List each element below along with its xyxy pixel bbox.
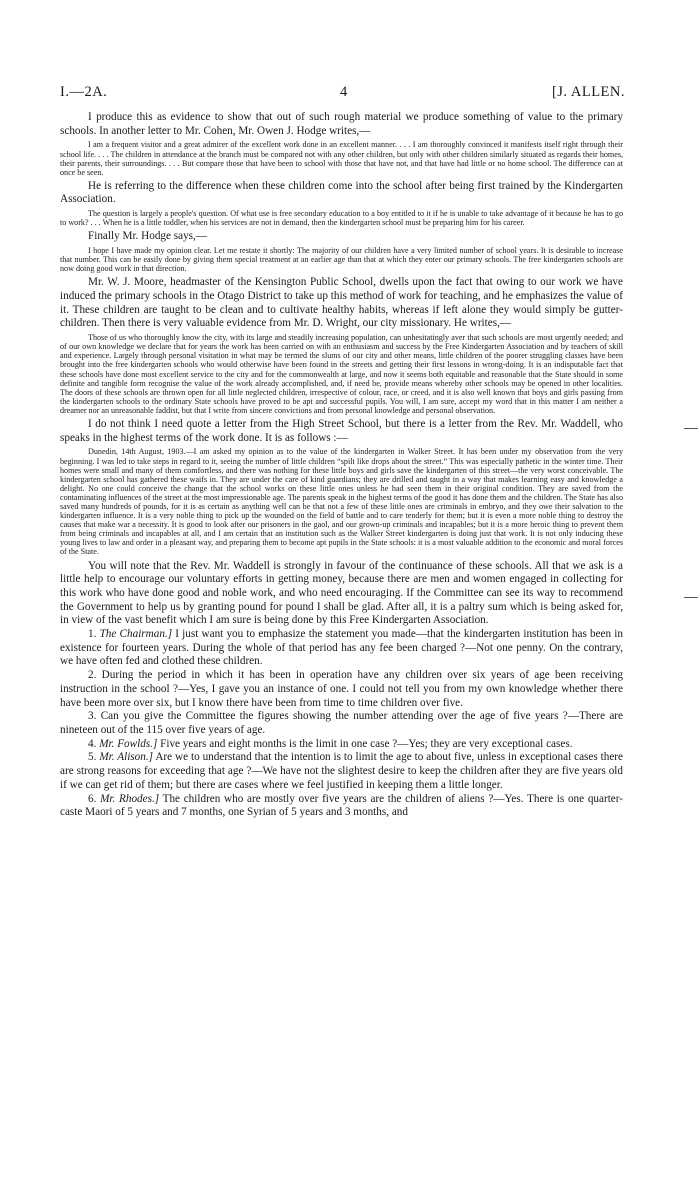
speaker: Mr. Rhodes.]	[100, 792, 160, 805]
question-answer	[60, 628, 623, 669]
document-reference: I.—2A.	[60, 84, 108, 100]
body-paragraph: You will note that the Rev. Mr. Waddell is strongly in favour of the continuance of these schools. All that we ask is a little help to encourage our voluntary efforts in getting money, because there are men and women engaged in collecting for this work who have done good and noble work, and who need encouraging. If the Committee can see its way to recommend the Government to help us by granting pound for pound I shall be glad. After all, it is a paltry sum which is being asked for, in view of the vast benefit which I am sure is being done by this Free Kindergarten Association.	[60, 559, 623, 627]
quoted-letter: Those of us who thoroughly know the city, with its large and steadily increasing population, can unhesitatingly aver that such schools are most urgently needed; and of our own knowledge we declare that for years the work has been carried on with an enthusiasm and success by the Free Kindergarten Association and by teachers of skill and experience. Largely through personal visitation in what may be termed the slums of our city and other means, little children of the poorer struggling classes have been brought into the free kindergarten schools who would otherwise have been found in the streets and getting their first lessons in wrong-doing. It is an indisputable fact that these schools have done most excellent service to the city and for the commonwealth at large, and now it seems both equitable and reasonable that the State should in some definite and tangible form recognise the value of the work already accomplished, and, if need be, provide means whereby other schools may be opened in other localities. The doors of these schools are thrown open for all little neglected children, irrespective of colour, race, or creed, and it is also well known that boys and girls passing from the kindergarten schools to the ordinary State schools have proved to be apt and successful pupils. You will, I am sure, accept my word that in this matter I am neither a dreamer nor an unreasonable faddist, but that I write from sincere convictions and from personal knowledge and personal observation.	[60, 333, 623, 415]
question-text: The children who are mostly over five years are the children of aliens ?—Yes. There is one quarter-caste Maori of 5 years and 7 months, one Syrian of 5 years and 3 months, and	[60, 792, 623, 819]
speaker: The Chairman.]	[99, 628, 173, 641]
question-text: Five years and eight months is the limit in one case ?—Yes; they are very exceptional cases.	[160, 737, 573, 750]
quoted-letter: I hope I have made my opinion clear. Let me restate it shortly: The majority of our children have a very limited number of school years. It is desirable to increase that number. This can be easily done by giving them special treatment at an earlier age than that at which they enter our primary schools. The free kindergarten schools are now doing good work in that direction.	[60, 246, 623, 274]
question-text: I just want you to emphasize the statement you made—that the kindergarten institution has been in existence for fourteen years. During the whole of that period has any fee been charged ?—Not one penny. On the contrary, we have often fed and clothed these children.	[60, 628, 624, 668]
question-number: 3.	[88, 710, 97, 723]
question-number: 1.	[88, 628, 97, 641]
body-paragraph: I do not think I need quote a letter from the High Street School, but there is a letter from the Rev. Mr. Waddell, who speaks in the highest terms of the work done. It is as follows :—	[60, 418, 623, 444]
body-paragraph: Finally Mr. Hodge says,—	[88, 230, 208, 243]
speaker: Mr. Alison.]	[99, 751, 153, 764]
margin-marks	[684, 0, 698, 1183]
question-answer	[60, 751, 623, 792]
question-answer	[60, 669, 623, 710]
question-text: During the period in which it has been in operation have any children over six years of age been receiving instruction in the school ?—Yes, I gave you an instance of one. I could not tell you from my own knowledge whether there have been more over six, but I know there have been from time to time children over five.	[60, 669, 624, 709]
page-header	[60, 84, 625, 102]
question-number: 6.	[88, 792, 97, 805]
question-answer	[60, 710, 623, 737]
speaker: Mr. Fowlds.]	[99, 737, 158, 750]
question-text: Are we to understand that the intention is to limit the age to about five, unless in exceptional cases there are strong reasons for exceeding that age ?—We have not the slightest desire to keep the children after they are five years old if we can get rid of them; but there are cases where we feel justified in keeping them a little longer.	[60, 751, 623, 791]
margin-tick	[684, 428, 698, 429]
question-text: Can you give the Committee the figures showing the number attending over the age of five years ?—There are nineteen out of the 115 over five years of age.	[60, 710, 624, 736]
question-answer	[60, 738, 623, 752]
margin-tick	[684, 597, 698, 598]
quoted-letter: The question is largely a people's question. Of what use is free secondary education to a boy entitled to it if he is unable to take advantage of it because he has to go to work? . . . When he is a little toddler, when his services are not in demand, then the kindergarten school must be preparing him for his career.	[60, 209, 623, 228]
quoted-letter: I am a frequent visitor and a great admirer of the excellent work done in an excellent manner. . . . I am thoroughly convinced it manifests itself right through their school life. . . . The children in attendance at the branch must be compared not with any other children, but only with other children similarly situated as regards their homes, their parents, their surroundings. . . . But compare those that have been to school with those that have not, and that have had little or no home school. The difference can at once be seen.	[60, 140, 623, 177]
witness-name: [J. ALLEN.	[551, 84, 625, 100]
page-number: 4	[340, 84, 348, 100]
question-number: 4.	[88, 737, 97, 750]
body-paragraph: I produce this as evidence to show that out of such rough material we produce something of value to the primary schools. In another letter to Mr. Cohen, Mr. Owen J. Hodge writes,—	[60, 111, 623, 137]
body-paragraph: Mr. W. J. Moore, headmaster of the Kensington Public School, dwells upon the fact that owing to our work we have induced the primary schools in the Otago District to take up this method of work for teaching, and he emphasizes the value of it. These children are taught to be clean and to cultivate healthy habits, whereas if left alone they would simply be gutter-children. Then there is very valuable evidence from Mr. D. Wright, our city missionary. He writes,—	[60, 276, 623, 330]
question-answer	[60, 793, 623, 820]
question-number: 2.	[88, 669, 97, 682]
body-paragraph: He is referring to the difference when these children come into the school after being first trained by the Kindergarten Association.	[60, 179, 623, 206]
quoted-letter: Dunedin, 14th August, 1903.—I am asked my opinion as to the value of the kindergarten in Walker Street. It has been under my observation from the very beginning. I was led to take steps in regard to it, seeing the number of little children “spilt like drops about the street.” This was especially pathetic in the winter time. Their homes were small and many of them comfortless, and there was nothing for these little boys and girls save the kindergarten of this street—the very worst conceivable. The kindergarten school has gathered these waifs in. They are under the care of kind guardians; they are drilled and taught in a way that makes learning easy and knowledge a delight. No one could conceive the change that the school works on these little ones unless he had seen them in their original condition. They are saved from the contaminating influences of the street at the most impressionable age. The parents speak in the highest terms of the good it has done them and the children. The State has also saved many hundreds of pounds, for it is as certain as anything well can be that not a few of these little ones are criminals in embryo, and they owe their salvation to the kindergarten influence. It is a very noble thing to pick up the wounded on the field of battle and to care tenderly for them; but it is even a more noble thing to destroy the causes that make war a necessity. It is good to look after our prisoners in the gaol, and our grown-up criminals and incapables; but it is a more heroic thing to prevent them from being criminals and incapables at all, and I am certain that an institution such as the Walker Street kindergarten is doing just that work. It is not only inducing these young lives to law and order in a pleasant way, and preparing them to become apt pupils in the State schools: it is a most valuable addition to the economic and moral forces of the State.	[60, 447, 623, 557]
page-body	[60, 111, 623, 820]
question-number: 5.	[88, 751, 97, 764]
